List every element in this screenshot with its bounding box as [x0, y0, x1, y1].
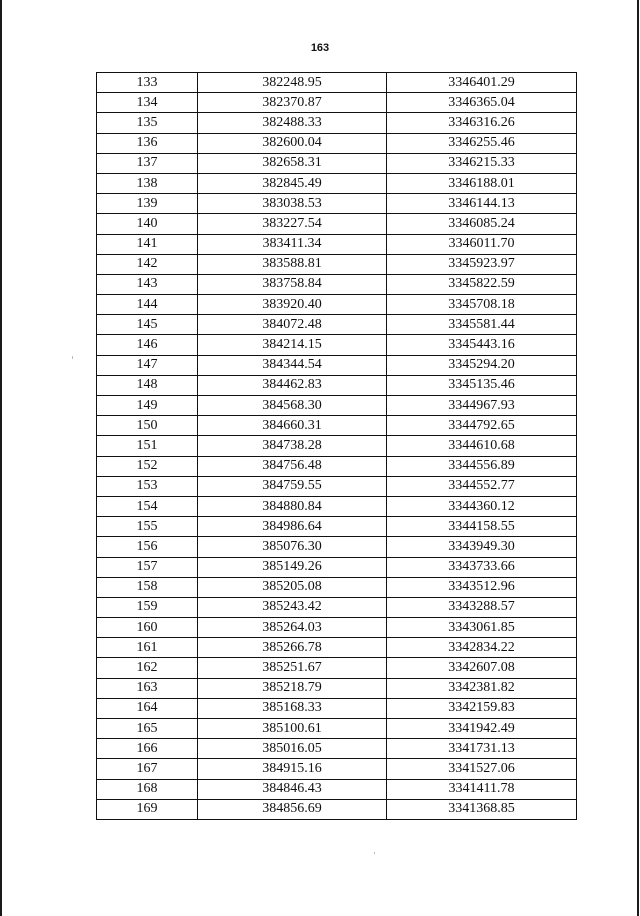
table-row: [97, 577, 577, 597]
x-coordinate-cell: 383588.81: [198, 254, 387, 274]
y-coordinate-cell: 3344556.89: [387, 456, 577, 476]
table-row: [97, 456, 577, 476]
point-number-cell: 143: [97, 274, 198, 294]
x-coordinate-cell: 385243.42: [198, 597, 387, 617]
point-number-cell: 156: [97, 537, 198, 557]
x-coordinate-cell: 384846.43: [198, 779, 387, 799]
table-row: [97, 295, 577, 315]
x-coordinate-cell: 384759.55: [198, 476, 387, 496]
y-coordinate-cell: 3341731.13: [387, 739, 577, 759]
x-coordinate-cell: 385266.78: [198, 638, 387, 658]
x-coordinate-cell: 382600.04: [198, 133, 387, 153]
table-row: [97, 557, 577, 577]
table-row: [97, 759, 577, 779]
point-number-cell: 166: [97, 739, 198, 759]
point-number-cell: 169: [97, 799, 198, 819]
point-number-cell: 145: [97, 315, 198, 335]
y-coordinate-cell: 3346255.46: [387, 133, 577, 153]
point-number-cell: 161: [97, 638, 198, 658]
point-number-cell: 167: [97, 759, 198, 779]
point-number-cell: 153: [97, 476, 198, 496]
y-coordinate-cell: 3343061.85: [387, 618, 577, 638]
table-row: [97, 315, 577, 335]
point-number-cell: 163: [97, 678, 198, 698]
x-coordinate-cell: 384856.69: [198, 799, 387, 819]
table-row: [97, 658, 577, 678]
point-number-cell: 139: [97, 194, 198, 214]
x-coordinate-cell: 384915.16: [198, 759, 387, 779]
x-coordinate-cell: 382845.49: [198, 173, 387, 193]
y-coordinate-cell: 3346085.24: [387, 214, 577, 234]
y-coordinate-cell: 3342607.08: [387, 658, 577, 678]
scan-speck: [374, 852, 375, 854]
y-coordinate-cell: 3346188.01: [387, 173, 577, 193]
table-row: [97, 678, 577, 698]
x-coordinate-cell: 385149.26: [198, 557, 387, 577]
y-coordinate-cell: 3344967.93: [387, 396, 577, 416]
y-coordinate-cell: 3344552.77: [387, 476, 577, 496]
table-row: [97, 153, 577, 173]
x-coordinate-cell: 385168.33: [198, 698, 387, 718]
x-coordinate-cell: 382488.33: [198, 113, 387, 133]
table-row: [97, 537, 577, 557]
y-coordinate-cell: 3342159.83: [387, 698, 577, 718]
point-number-cell: 142: [97, 254, 198, 274]
point-number-cell: 154: [97, 496, 198, 516]
y-coordinate-cell: 3341942.49: [387, 719, 577, 739]
x-coordinate-cell: 384568.30: [198, 396, 387, 416]
y-coordinate-cell: 3346144.13: [387, 194, 577, 214]
table-row: [97, 355, 577, 375]
y-coordinate-cell: 3345581.44: [387, 315, 577, 335]
point-number-cell: 164: [97, 698, 198, 718]
point-number-cell: 136: [97, 133, 198, 153]
point-number-cell: 134: [97, 93, 198, 113]
x-coordinate-cell: 385218.79: [198, 678, 387, 698]
x-coordinate-cell: 384880.84: [198, 496, 387, 516]
y-coordinate-cell: 3344610.68: [387, 436, 577, 456]
y-coordinate-cell: 3342834.22: [387, 638, 577, 658]
x-coordinate-cell: 384462.83: [198, 375, 387, 395]
y-coordinate-cell: 3344158.55: [387, 517, 577, 537]
x-coordinate-cell: 385264.03: [198, 618, 387, 638]
x-coordinate-cell: 384986.64: [198, 517, 387, 537]
point-number-cell: 140: [97, 214, 198, 234]
x-coordinate-cell: 384072.48: [198, 315, 387, 335]
page-edge-right: [637, 0, 639, 916]
y-coordinate-cell: 3345135.46: [387, 375, 577, 395]
y-coordinate-cell: 3345923.97: [387, 254, 577, 274]
page-number: 163: [310, 42, 330, 54]
point-number-cell: 147: [97, 355, 198, 375]
x-coordinate-cell: 385016.05: [198, 739, 387, 759]
point-number-cell: 146: [97, 335, 198, 355]
x-coordinate-cell: 384660.31: [198, 416, 387, 436]
y-coordinate-cell: 3344792.65: [387, 416, 577, 436]
table-row: [97, 779, 577, 799]
table-row: [97, 335, 577, 355]
point-number-cell: 141: [97, 234, 198, 254]
table-row: [97, 234, 577, 254]
table-row: [97, 597, 577, 617]
table-row: [97, 274, 577, 294]
y-coordinate-cell: 3346011.70: [387, 234, 577, 254]
x-coordinate-cell: 385251.67: [198, 658, 387, 678]
y-coordinate-cell: 3341368.85: [387, 799, 577, 819]
x-coordinate-cell: 384756.48: [198, 456, 387, 476]
table-row: [97, 73, 577, 93]
point-number-cell: 159: [97, 597, 198, 617]
y-coordinate-cell: 3346365.04: [387, 93, 577, 113]
y-coordinate-cell: 3344360.12: [387, 496, 577, 516]
scan-speck: [72, 356, 73, 359]
y-coordinate-cell: 3343949.30: [387, 537, 577, 557]
y-coordinate-cell: 3342381.82: [387, 678, 577, 698]
point-number-cell: 155: [97, 517, 198, 537]
y-coordinate-cell: 3346316.26: [387, 113, 577, 133]
table-row: [97, 375, 577, 395]
table-row: [97, 436, 577, 456]
x-coordinate-cell: 382248.95: [198, 73, 387, 93]
x-coordinate-cell: 383227.54: [198, 214, 387, 234]
table-row: [97, 93, 577, 113]
x-coordinate-cell: 383920.40: [198, 295, 387, 315]
coordinate-table: [96, 72, 577, 820]
x-coordinate-cell: 383038.53: [198, 194, 387, 214]
point-number-cell: 133: [97, 73, 198, 93]
x-coordinate-cell: 385205.08: [198, 577, 387, 597]
y-coordinate-cell: 3345294.20: [387, 355, 577, 375]
table-row: [97, 254, 577, 274]
y-coordinate-cell: 3341411.78: [387, 779, 577, 799]
point-number-cell: 135: [97, 113, 198, 133]
x-coordinate-cell: 383758.84: [198, 274, 387, 294]
y-coordinate-cell: 3341527.06: [387, 759, 577, 779]
point-number-cell: 137: [97, 153, 198, 173]
table-row: [97, 396, 577, 416]
y-coordinate-cell: 3346215.33: [387, 153, 577, 173]
y-coordinate-cell: 3345443.16: [387, 335, 577, 355]
table-row: [97, 113, 577, 133]
table-row: [97, 618, 577, 638]
x-coordinate-cell: 384214.15: [198, 335, 387, 355]
point-number-cell: 138: [97, 173, 198, 193]
point-number-cell: 165: [97, 719, 198, 739]
point-number-cell: 151: [97, 436, 198, 456]
page-edge-left: [0, 0, 2, 916]
x-coordinate-cell: 382658.31: [198, 153, 387, 173]
y-coordinate-cell: 3343512.96: [387, 577, 577, 597]
table-row: [97, 517, 577, 537]
point-number-cell: 157: [97, 557, 198, 577]
coordinate-table-body: [97, 73, 577, 820]
point-number-cell: 160: [97, 618, 198, 638]
point-number-cell: 150: [97, 416, 198, 436]
y-coordinate-cell: 3345708.18: [387, 295, 577, 315]
y-coordinate-cell: 3343288.57: [387, 597, 577, 617]
x-coordinate-cell: 382370.87: [198, 93, 387, 113]
point-number-cell: 162: [97, 658, 198, 678]
x-coordinate-cell: 385076.30: [198, 537, 387, 557]
point-number-cell: 152: [97, 456, 198, 476]
x-coordinate-cell: 384344.54: [198, 355, 387, 375]
table-row: [97, 638, 577, 658]
table-row: [97, 173, 577, 193]
point-number-cell: 158: [97, 577, 198, 597]
table-row: [97, 719, 577, 739]
table-row: [97, 194, 577, 214]
table-row: [97, 799, 577, 819]
point-number-cell: 149: [97, 396, 198, 416]
table-row: [97, 416, 577, 436]
x-coordinate-cell: 384738.28: [198, 436, 387, 456]
x-coordinate-cell: 385100.61: [198, 719, 387, 739]
y-coordinate-cell: 3343733.66: [387, 557, 577, 577]
table-row: [97, 133, 577, 153]
point-number-cell: 168: [97, 779, 198, 799]
table-row: [97, 476, 577, 496]
y-coordinate-cell: 3346401.29: [387, 73, 577, 93]
y-coordinate-cell: 3345822.59: [387, 274, 577, 294]
table-row: [97, 496, 577, 516]
table-row: [97, 739, 577, 759]
point-number-cell: 148: [97, 375, 198, 395]
x-coordinate-cell: 383411.34: [198, 234, 387, 254]
table-row: [97, 214, 577, 234]
table-row: [97, 698, 577, 718]
point-number-cell: 144: [97, 295, 198, 315]
